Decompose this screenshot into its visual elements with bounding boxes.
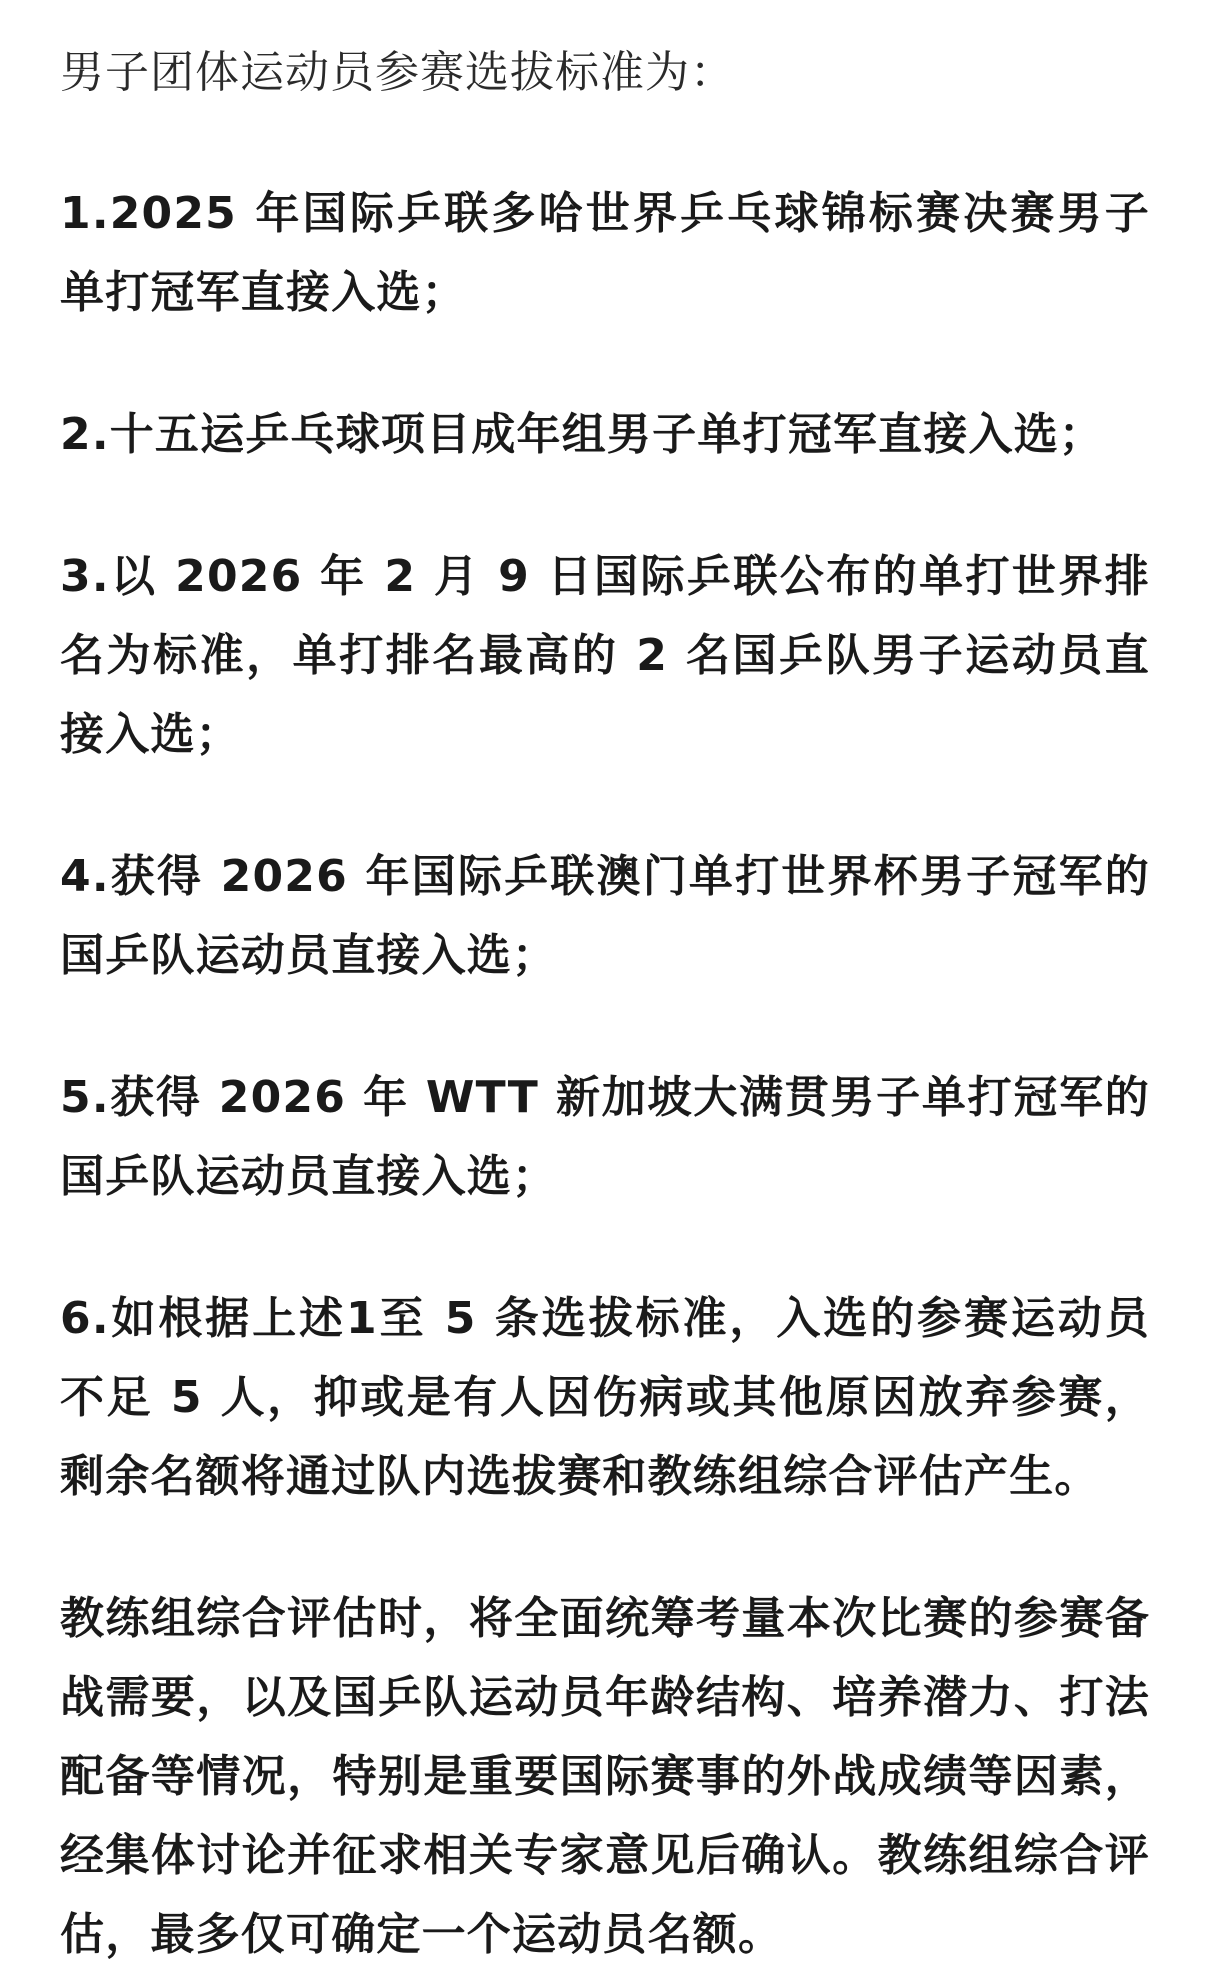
criterion-6: 6.如根据上述1至 5 条选拔标准，入选的参赛运动员不足 5 人，抑或是有人因伤病或其他原因放弃参赛，剩余名额将通过队内选拔赛和教练组综合评估产生。 (60, 1293, 1150, 1502)
closing-paragraph: 教练组综合评估时，将全面统筹考量本次比赛的参赛备战需要，以及国乒队运动员年龄结构、培养潜力、打法配备等情况，特别是重要国际赛事的外战成绩等因素，经集体讨论并征求相关专家意见后确认。教练组综合评估，最多仅可确定一个运动员名额。 (60, 1593, 1150, 1960)
criterion-3: 3.以 2026 年 2 月 9 日国际乒联公布的单打世界排名为标准，单打排名最高的 2 名国乒队男子运动员直接入选； (60, 551, 1150, 760)
criterion-4: 4.获得 2026 年国际乒联澳门单打世界杯男子冠军的国乒队运动员直接入选； (60, 851, 1150, 981)
article-body (60, 34, 1150, 1974)
criterion-2: 2.十五运乒乓球项目成年组男子单打冠军直接入选； (60, 409, 1105, 460)
section-heading: 男子团体运动员参赛选拔标准为： (60, 47, 735, 98)
criterion-1: 1.2025 年国际乒联多哈世界乒乓球锦标赛决赛男子单打冠军直接入选； (60, 188, 1150, 318)
criterion-5: 5.获得 2026 年 WTT 新加坡大满贯男子单打冠军的国乒队运动员直接入选； (60, 1072, 1150, 1202)
